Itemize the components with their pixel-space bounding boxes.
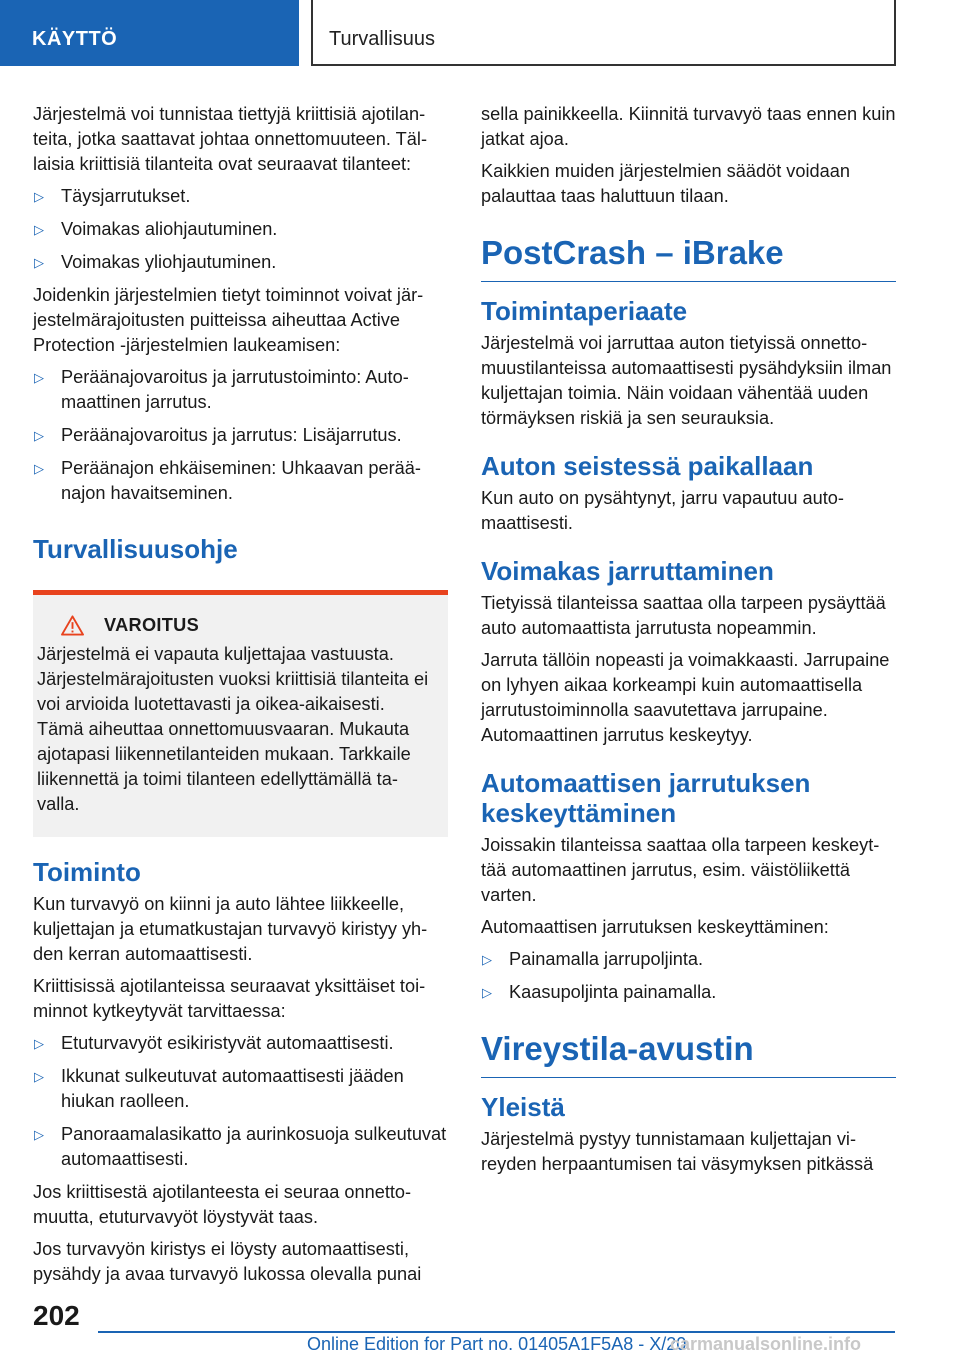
postcrash-heading: PostCrash – iBrake	[481, 235, 896, 282]
cancel-methods-list	[481, 947, 896, 1005]
function-paragraph-2: Kriittisissä ajotilanteissa seuraavat yksittäiset toiminnot kytkeytyvät tarvittaessa:	[33, 976, 426, 1021]
general-heading: Yleistä	[481, 1092, 565, 1122]
manual-release-paragraph: Jos turvavyön kiristys ei löysty automaattisesti, pysähdy ja avaa turvavyö lukossa olevalla punai	[33, 1239, 422, 1284]
triangle-bullet-icon: ▷	[34, 370, 44, 385]
stationary-paragraph: Kun auto on pysähtynyt, jarru vapautuu automaattisesti.	[481, 488, 844, 533]
triangle-bullet-icon: ▷	[482, 985, 492, 1000]
triangle-bullet-icon: ▷	[34, 428, 44, 443]
vigilance-heading: Vireystila-avustin	[481, 1031, 896, 1078]
list-item: ▷ Voimakas yliohjautuminen.	[33, 250, 448, 275]
edition-footer: Online Edition for Part no. 01405A1F5A8 - X/20	[307, 1334, 687, 1354]
triangle-bullet-icon: ▷	[34, 1127, 44, 1142]
footer-divider	[98, 1331, 895, 1333]
triangle-bullet-icon: ▷	[482, 952, 492, 967]
braking-paragraph-1: Tietyissä tilanteissa saattaa olla tarpeen pysäyttää auto automaattista jarrutusta nopeammin.	[481, 593, 886, 638]
cancel-braking-heading: Automaattisen jarrutuksen keskeyttäminen	[481, 768, 811, 828]
list-item: ▷ Peräänajovaroitus ja jarrutus: Lisäjarrutus.	[33, 423, 448, 448]
triangle-bullet-icon: ▷	[34, 189, 44, 204]
function-heading: Toiminto	[33, 857, 141, 887]
list-item: ▷ Voimakas aliohjautuminen.	[33, 217, 448, 242]
chapter-tab: Turvallisuus	[311, 0, 896, 66]
section-tab: KÄYTTÖ	[0, 0, 299, 66]
cancel-paragraph-1: Joissakin tilanteissa saattaa olla tarpeen keskeyttää automaattinen jarrutus, esim. väistöliikettä varten.	[481, 835, 880, 905]
belt-release-paragraph: Jos kriittisestä ajotilanteesta ei seuraa onnettomuutta, etuturvavyöt löystyvät taas.	[33, 1182, 412, 1227]
intro-paragraph: Järjestelmä voi tunnistaa tiettyjä kriittisiä ajotilanteita, jotka saattavat johtaa onnettomuuteen. Tällaisia kriittisiä tilanteita ovat seuraavat tilanteet:	[33, 104, 427, 174]
braking-paragraph-2: Jarruta tällöin nopeasti ja voimakkaasti. Jarrupaine on lyhyen aikaa korkeampi kuin automaattisella jarrutustoiminnolla saavutettava jarrupaine. Automaattinen jarrutus keskeytyy.	[481, 650, 890, 745]
list-item: ▷ Peräänajovaroitus ja jarrutustoiminto: Automaattinen jarrutus.	[34, 367, 409, 412]
list-item: ▷ Etuturvavyöt esikiristyvät automaattisesti.	[33, 1031, 448, 1056]
principle-paragraph: Järjestelmä voi jarruttaa auton tietyissä onnettomuustilanteissa automaattisesti pysähdyksiin ilman kuljettajan toimia. Näin voidaan vähentää uuden törmäyksen riskiä ja sen seurauksia.	[481, 333, 892, 428]
list-item: ▷ Peräänajon ehkäiseminen: Uhkaavan peräänajon havaitseminen.	[34, 458, 421, 503]
safety-heading: Turvallisuusohje	[33, 534, 238, 564]
triangle-bullet-icon: ▷	[34, 1036, 44, 1051]
warning-text: Järjestelmä ei vapauta kuljettajaa vastuusta. Järjestelmärajoitusten vuoksi kriittisiä tilanteita ei voi arvioida luotettavasti ja oikea-aikaisesti. Tämä aiheuttaa onnettomuusvaaran. Mukauta ajotapasi liikennetilanteiden mukaan. Tarkkaile liikennettä ja toimi tilanteen edellyttämällä tavalla.	[37, 644, 429, 814]
list-item: ▷ Täysjarrutukset.	[33, 184, 448, 209]
list-item: ▷ Kaasupoljinta painamalla.	[481, 980, 896, 1005]
list-item: ▷ Panoraamalasikatto ja aurinkosuoja sulkeutuvat automaattisesti.	[34, 1124, 447, 1169]
watermark: carmanualsonline.info	[670, 1334, 862, 1354]
list-item: ▷ Painamalla jarrupoljinta.	[481, 947, 896, 972]
right-column	[481, 102, 896, 1184]
warning-triangle-icon	[61, 615, 84, 636]
function-paragraph-1: Kun turvavyö on kiinni ja auto lähtee liikkeelle, kuljettajan ja etumatkustajan turvavyö kiristyy yhden kerran automaattisesti.	[33, 894, 428, 964]
warning-header	[61, 615, 430, 636]
critical-situations-list	[33, 184, 448, 275]
triangle-bullet-icon: ▷	[34, 222, 44, 237]
general-paragraph: Järjestelmä pystyy tunnistamaan kuljettajan vireyden herpaantumisen tai väsymyksen pitkässä	[481, 1129, 874, 1174]
triggering-functions-list	[33, 365, 448, 506]
system-functions-paragraph: Joidenkin järjestelmien tietyt toiminnot voivat järjestelmärajoitusten puitteissa aiheuttaa Active Protection -järjestelmien laukeamisen:	[33, 285, 424, 355]
individual-functions-list	[33, 1031, 448, 1172]
cancel-paragraph-2: Automaattisen jarrutuksen keskeyttäminen:	[481, 917, 829, 937]
warning-box	[33, 590, 448, 837]
list-item: ▷ Ikkunat sulkeutuvat automaattisesti jääden hiukan raolleen.	[34, 1066, 404, 1111]
triangle-bullet-icon: ▷	[34, 461, 44, 476]
left-column	[33, 102, 448, 1294]
triangle-bullet-icon: ▷	[34, 1069, 44, 1084]
warning-title: VAROITUS	[104, 615, 200, 635]
page-number: 202	[33, 1300, 80, 1331]
braking-heading: Voimakas jarruttaminen	[481, 556, 774, 586]
continuation-paragraph: sella painikkeella. Kiinnitä turvavyö taas ennen kuin jatkat ajoa.	[481, 104, 896, 149]
triangle-bullet-icon: ▷	[34, 255, 44, 270]
principle-heading: Toimintaperiaate	[481, 296, 688, 326]
settings-paragraph: Kaikkien muiden järjestelmien säädöt voidaan palauttaa taas haluttuun tilaan.	[481, 161, 851, 206]
stationary-heading: Auton seistessä paikallaan	[481, 451, 814, 481]
